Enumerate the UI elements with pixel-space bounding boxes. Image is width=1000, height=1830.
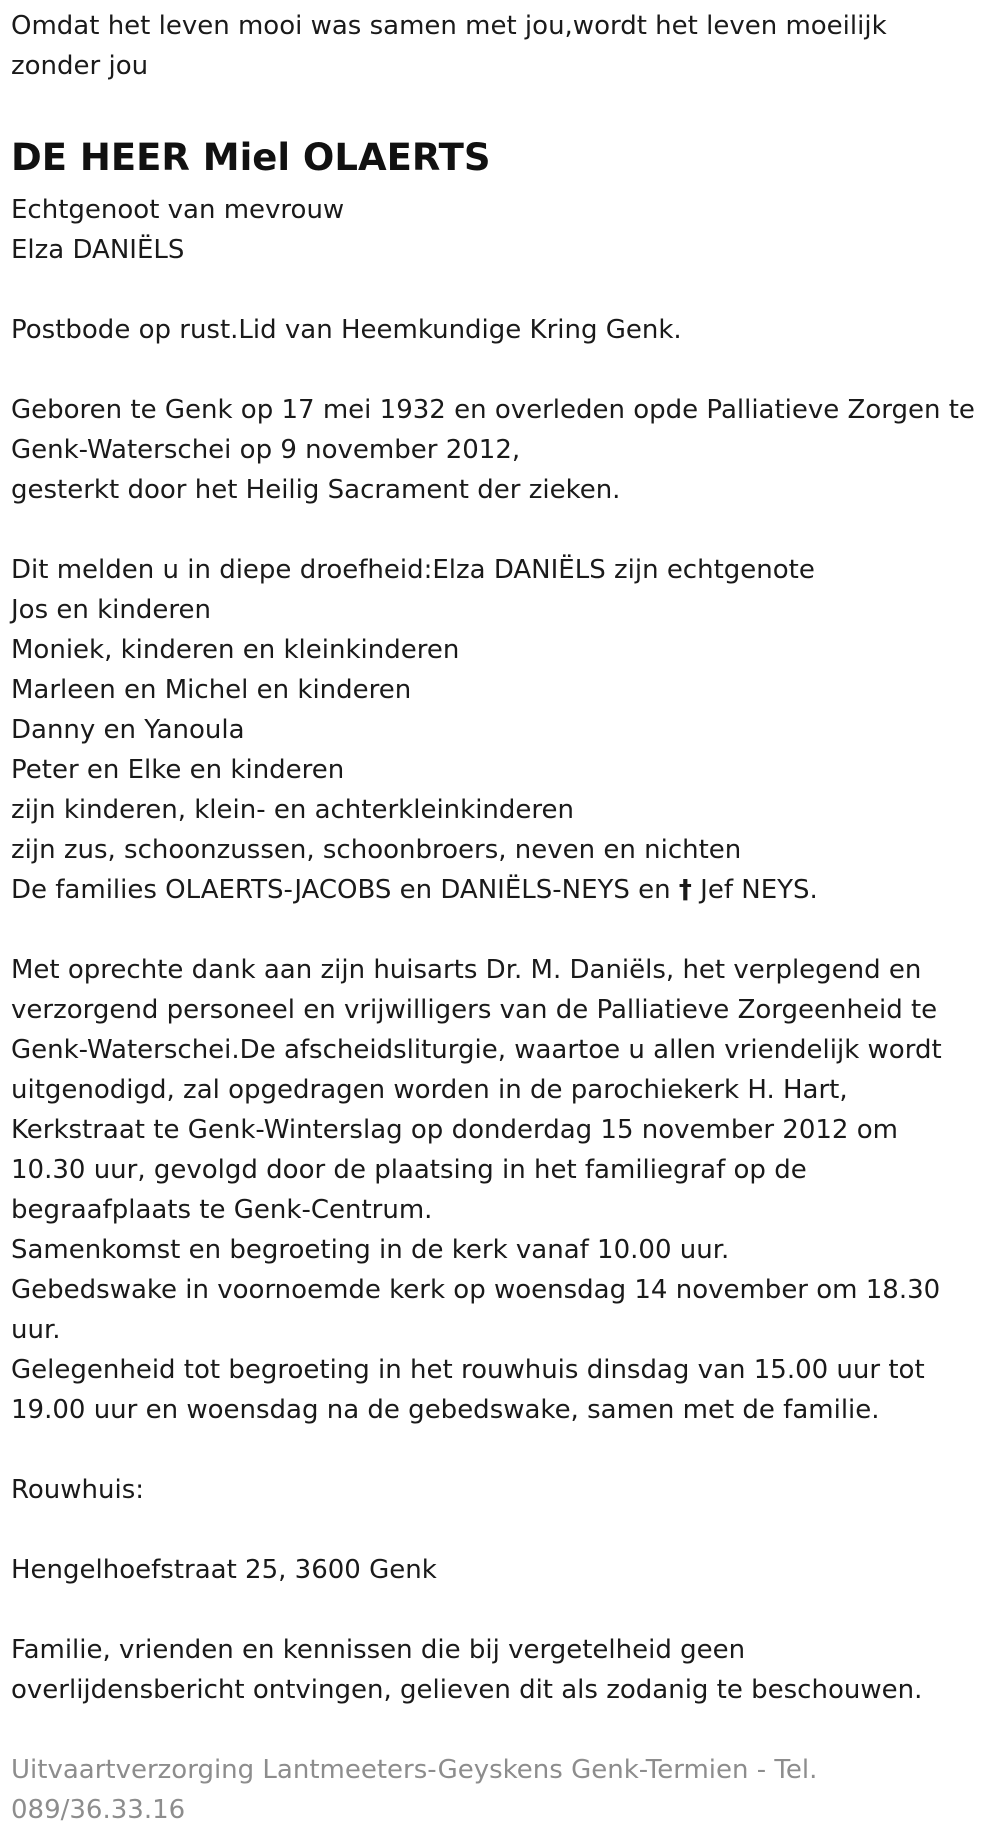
spacer <box>11 1510 991 1550</box>
occupation-line: Postbode op rust.Lid van Heemkundige Kring Genk. <box>11 315 682 345</box>
family-line: Dit melden u in diepe droefheid:Elza DANIËLS zijn echtgenote <box>11 555 815 585</box>
spacer <box>11 1590 991 1630</box>
obituary-page <box>11 6 991 1830</box>
family-line: zijn kinderen, klein- en achterkleinkinderen <box>11 795 574 825</box>
family-line: Marleen en Michel en kinderen <box>11 675 412 705</box>
spouse-line: Echtgenoot van mevrouw <box>11 195 345 225</box>
deceased-name-title: DE HEER Miel OLAERTS <box>11 136 491 179</box>
ceremony-line: 19.00 uur en woensdag na de gebedswake, samen met de familie. <box>11 1395 880 1425</box>
ceremony-line: Met oprechte dank aan zijn huisarts Dr. M. Daniëls, het verplegend en <box>11 955 922 985</box>
ceremony-line: 10.30 uur, gevolgd door de plaatsing in het familiegraf op de <box>11 1155 807 1185</box>
birth-death-block <box>11 390 991 510</box>
ceremony-line: begraafplaats te Genk-Centrum. <box>11 1195 433 1225</box>
family-line: Moniek, kinderen en kleinkinderen <box>11 635 460 665</box>
ceremony-line: Genk-Waterschei.De afscheidsliturgie, waartoe u allen vriendelijk wordt <box>11 1035 942 1065</box>
notice-line: Familie, vrienden en kennissen die bij vergetelheid geen <box>11 1635 746 1665</box>
birth-death-line: Genk-Waterschei op 9 november 2012, <box>11 435 521 465</box>
ceremony-line: uitgenodigd, zal opgedragen worden in de parochiekerk H. Hart, <box>11 1075 848 1105</box>
family-block <box>11 550 991 910</box>
intro-line: zonder jou <box>11 51 149 81</box>
ceremony-line: Kerkstraat te Genk-Winterslag op donderdag 15 november 2012 om <box>11 1115 898 1145</box>
families-line-text: Jef NEYS. <box>691 875 818 905</box>
families-line-text: De families OLAERTS-JACOBS en DANIËLS-NEYS en <box>11 875 679 905</box>
spacer <box>11 510 991 550</box>
rouwhuis-address: Hengelhoefstraat 25, 3600 Genk <box>11 1555 437 1585</box>
notice-block <box>11 1630 991 1710</box>
spacer <box>11 350 991 390</box>
birth-death-line: gesterkt door het Heilig Sacrament der zieken. <box>11 475 621 505</box>
spacer <box>11 1430 991 1470</box>
intro-quote <box>11 6 991 86</box>
footer-line: Uitvaartverzorging Lantmeeters-Geyskens Genk-Termien - Tel. <box>11 1755 818 1785</box>
ceremony-line: Gelegenheid tot begroeting in het rouwhuis dinsdag van 15.00 uur tot <box>11 1355 925 1385</box>
ceremony-line: uur. <box>11 1315 61 1345</box>
intro-line: Omdat het leven mooi was samen met jou,wordt het leven moeilijk <box>11 11 887 41</box>
footer-line: 089/36.33.16 <box>11 1795 186 1825</box>
families-line <box>11 870 991 910</box>
funeral-home-footer <box>11 1750 991 1830</box>
cross-icon: † <box>678 875 692 905</box>
spouse-block <box>11 190 991 270</box>
spacer <box>11 270 991 310</box>
spouse-line: Elza DANIËLS <box>11 235 185 265</box>
family-line: Danny en Yanoula <box>11 715 245 745</box>
family-line: zijn zus, schoonzussen, schoonbroers, neven en nichten <box>11 835 742 865</box>
notice-line: overlijdensbericht ontvingen, gelieven dit als zodanig te beschouwen. <box>11 1675 923 1705</box>
ceremony-block <box>11 950 991 1430</box>
ceremony-line: verzorgend personeel en vrijwilligers van de Palliatieve Zorgeenheid te <box>11 995 938 1025</box>
ceremony-line: Samenkomst en begroeting in de kerk vanaf 10.00 uur. <box>11 1235 730 1265</box>
family-line: Jos en kinderen <box>11 595 211 625</box>
ceremony-line: Gebedswake in voornoemde kerk op woensdag 14 november om 18.30 <box>11 1275 941 1305</box>
family-line: Peter en Elke en kinderen <box>11 755 345 785</box>
birth-death-line: Geboren te Genk op 17 mei 1932 en overleden opde Palliatieve Zorgen te <box>11 395 975 425</box>
spacer <box>11 1710 991 1750</box>
spacer <box>11 910 991 950</box>
rouwhuis-label: Rouwhuis: <box>11 1475 145 1505</box>
